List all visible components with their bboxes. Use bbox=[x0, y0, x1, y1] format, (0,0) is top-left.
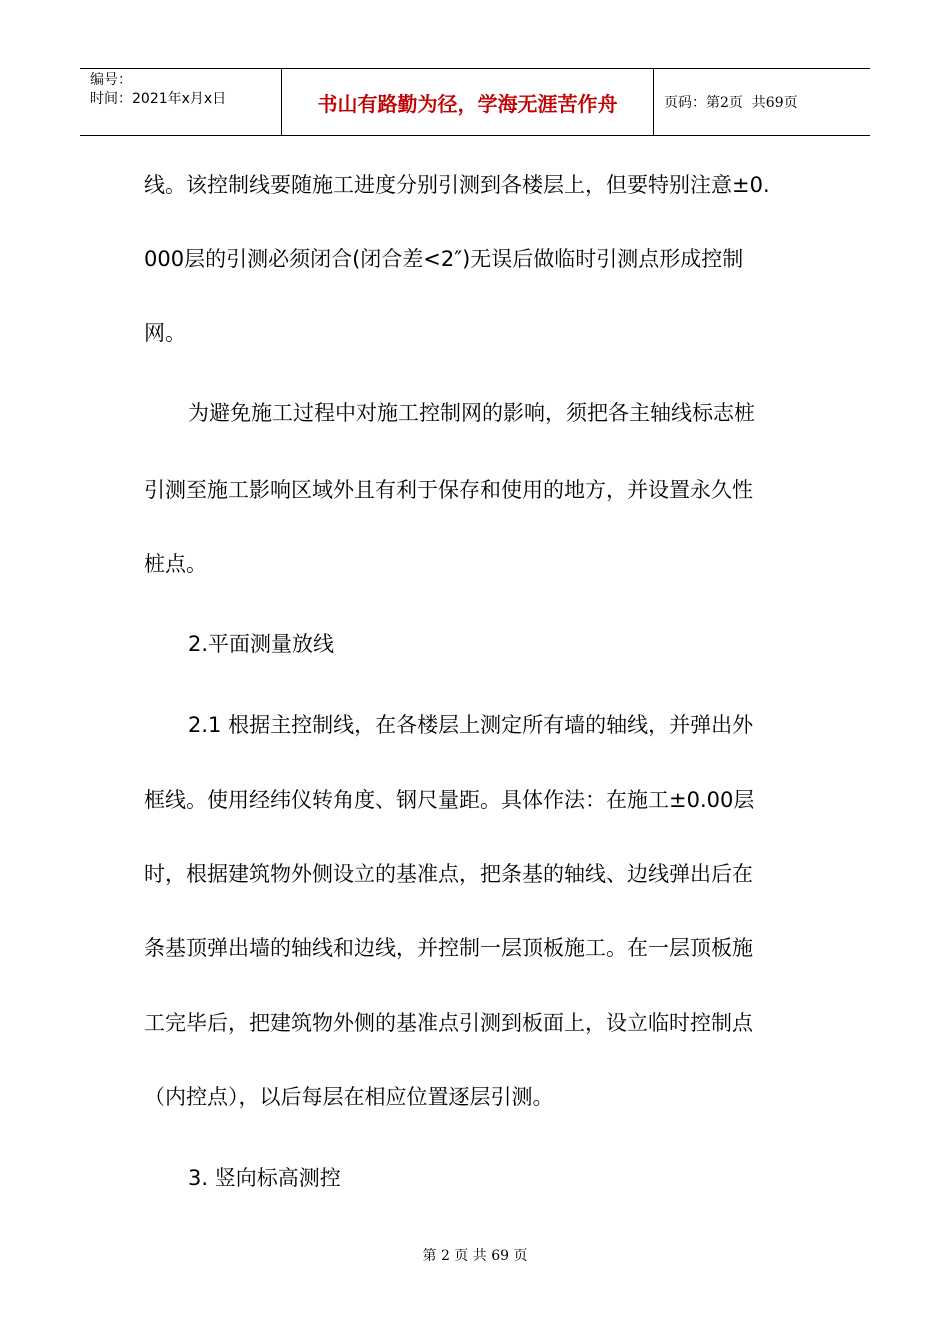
body-line-3: 网。 bbox=[144, 321, 186, 345]
body-line-2: 000层的引测必须闭合(闭合差<2″)无误后做临时引测点形成控制 bbox=[144, 247, 744, 271]
header-meta bbox=[80, 69, 282, 135]
page-header bbox=[80, 68, 870, 136]
header-slogan: 书山有路勤为径，学海无涯苦作舟 bbox=[282, 69, 654, 135]
serial-label: 编号： bbox=[90, 72, 132, 88]
page-info-text: 页码：第2页 共69页 bbox=[664, 95, 798, 111]
header-page-info bbox=[654, 69, 870, 135]
page-footer: 第 2 页 共 69 页 bbox=[422, 1248, 528, 1264]
section-heading-2: 2.平面测量放线 bbox=[188, 632, 335, 656]
body-line-5: 引测至施工影响区域外且有利于保存和使用的地方，并设置永久性 bbox=[144, 478, 753, 502]
body-line-10: 时，根据建筑物外侧设立的基准点，把条基的轴线、边线弹出后在 bbox=[144, 862, 753, 886]
body-line-8: 2.1 根据主控制线，在各楼层上测定所有墙的轴线，并弹出外 bbox=[188, 713, 754, 737]
body-line-4: 为避免施工过程中对施工控制网的影响，须把各主轴线标志桩 bbox=[188, 401, 755, 425]
body-line-6: 桩点。 bbox=[144, 552, 207, 576]
body-line-11: 条基顶弹出墙的轴线和边线，并控制一层顶板施工。在一层顶板施 bbox=[144, 936, 753, 960]
section-heading-3: 3. 竖向标高测控 bbox=[188, 1166, 341, 1190]
body-line-9: 框线。使用经纬仪转角度、钢尺量距。具体作法：在施工±0.00层 bbox=[144, 788, 755, 812]
body-line-12: 工完毕后，把建筑物外侧的基准点引测到板面上，设立临时控制点 bbox=[144, 1011, 753, 1035]
body-line-13: （内控点），以后每层在相应位置逐层引测。 bbox=[144, 1085, 554, 1109]
time-label: 时间：2021年x月x日 bbox=[90, 91, 227, 107]
body-line-1: 线。该控制线要随施工进度分别引测到各楼层上，但要特别注意±0. bbox=[144, 173, 770, 197]
